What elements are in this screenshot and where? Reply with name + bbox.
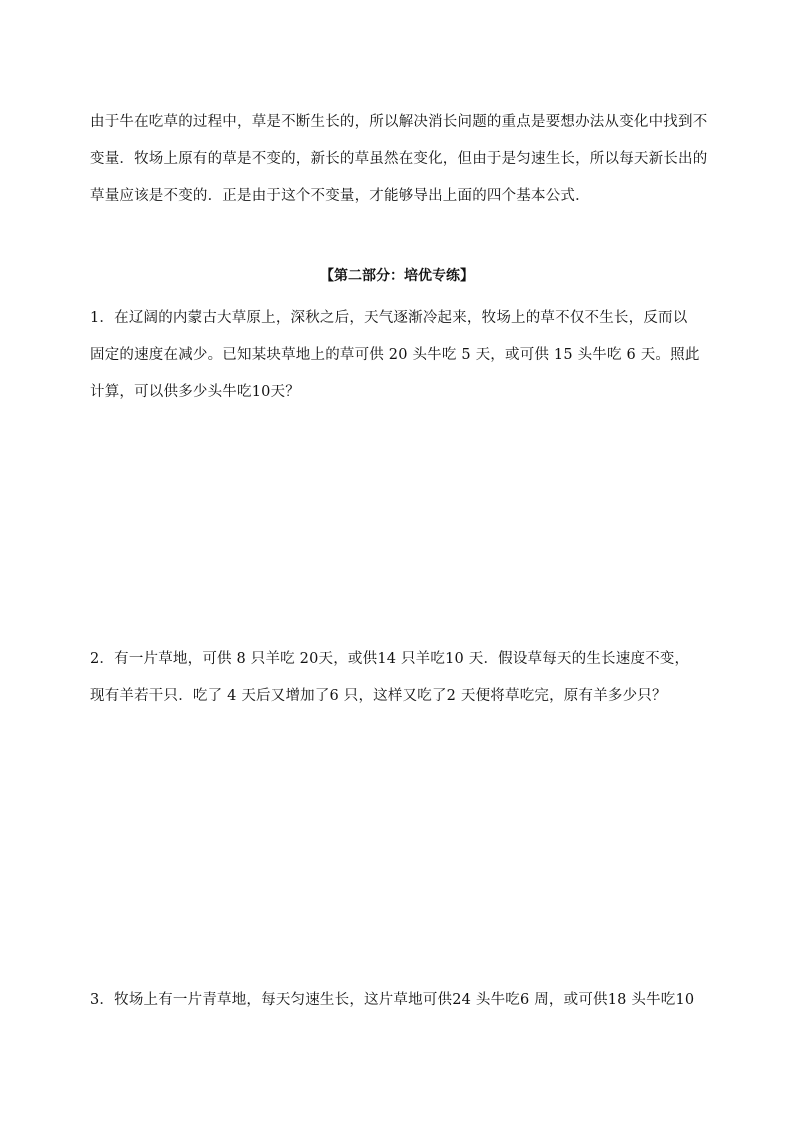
intro-line: 草量应该是不变的．正是由于这个不变量，才能够导出上面的四个基本公式． (90, 188, 590, 204)
question-line: 3．牧场上有一片青草地，每天匀速生长，这片草地可供24 头牛吃6 周，或可供18 头牛吃10 (90, 992, 695, 1008)
question-line: 固定的速度在减少。已知某块草地上的草可供 20 头牛吃 5 天，或可供 15 头牛吃 6 天。照此 (90, 347, 700, 363)
question-2 (90, 641, 720, 715)
intro-paragraph (90, 104, 720, 215)
intro-line: 由于牛在吃草的过程中，草是不断生长的，所以解决消长问题的重点是要想办法从变化中找到不 (90, 114, 708, 130)
question-1 (90, 300, 720, 411)
question-line: 2．有一片草地，可供 8 只羊吃 20天，或供14 只羊吃10 天．假设草每天的生长速度不变， (90, 651, 690, 667)
question-line: 现有羊若干只．吃了 4 天后又增加了6 只，这样又吃了2 天便将草吃完，原有羊多少只？ (90, 688, 667, 704)
question-line: 计算，可以供多少头牛吃10天？ (90, 384, 300, 400)
section-title: 【第二部分：培优专练】 (320, 268, 474, 284)
intro-line: 变量．牧场上原有的草是不变的，新长的草虽然在变化，但由于是匀速生长，所以每天新长出的 (90, 151, 708, 167)
question-3 (90, 982, 720, 1019)
question-line: 1．在辽阔的内蒙古大草原上，深秋之后，天气逐渐冷起来，牧场上的草不仅不生长，反而以 (90, 310, 688, 326)
